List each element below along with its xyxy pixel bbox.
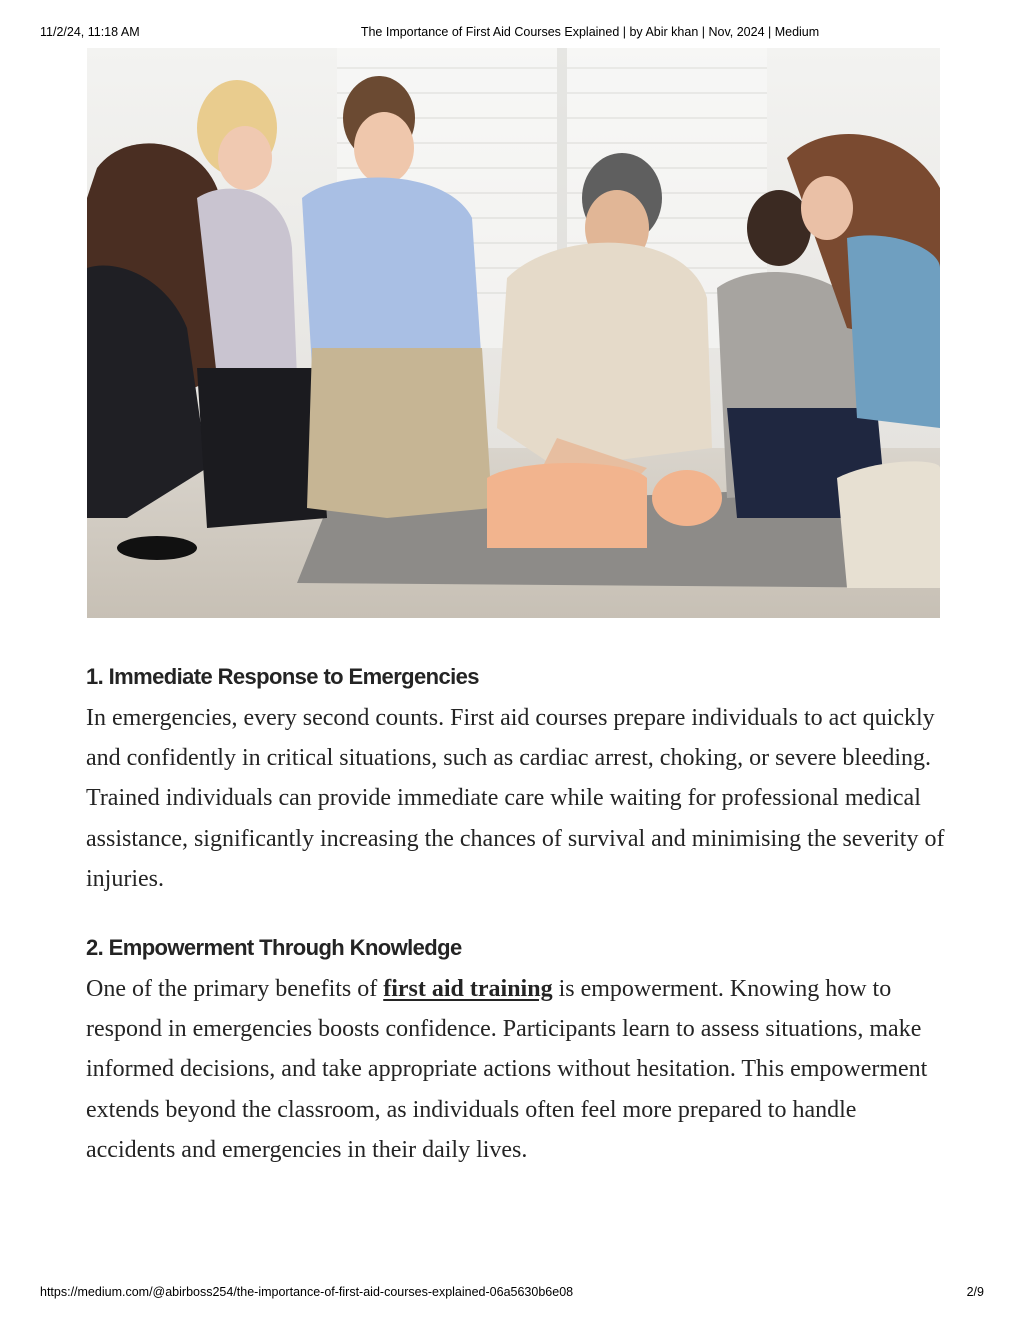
section-paragraph-2 (86, 969, 946, 1170)
paragraph-text-before-link: One of the primary benefits of (86, 976, 384, 1003)
paragraph-text-after-link: is empowerment. Knowing how to respond in emergencies boosts confidence. Participants learn to assess situations, make informed decisions, and take appropriate actions without hesitation. This empowerment extends beyond the classroom, as individuals often feel more prepared to handle accidents and emergencies in their daily lives. (86, 976, 928, 1163)
section-heading-2: 2. Empowerment Through Knowledge (86, 935, 462, 961)
section-paragraph-1: In emergencies, every second counts. First aid courses prepare individuals to act quickly and confidently in critical situations, such as cardiac arrest, choking, or severe bleeding. Trained individuals can provide immediate care while waiting for professional medical assistance, significantly increasing the chances of survival and minimising the severity of injuries. (86, 705, 945, 892)
article-body (86, 660, 946, 1170)
print-datetime: 11/2/24, 11:18 AM (40, 25, 140, 39)
print-page-url: https://medium.com/@abirboss254/the-importance-of-first-aid-courses-explained-06a5630b6e08 (40, 1285, 574, 1299)
print-footer (0, 1285, 1024, 1301)
article-photo (87, 48, 940, 618)
first-aid-training-link[interactable]: first aid training (383, 976, 553, 1003)
print-page-title: The Importance of First Aid Courses Explained | by Abir khan | Nov, 2024 | Medium (360, 25, 820, 39)
print-header (0, 25, 1024, 41)
section-heading-1: 1. Immediate Response to Emergencies (86, 664, 479, 689)
print-page-number: 2/9 (966, 1285, 984, 1299)
